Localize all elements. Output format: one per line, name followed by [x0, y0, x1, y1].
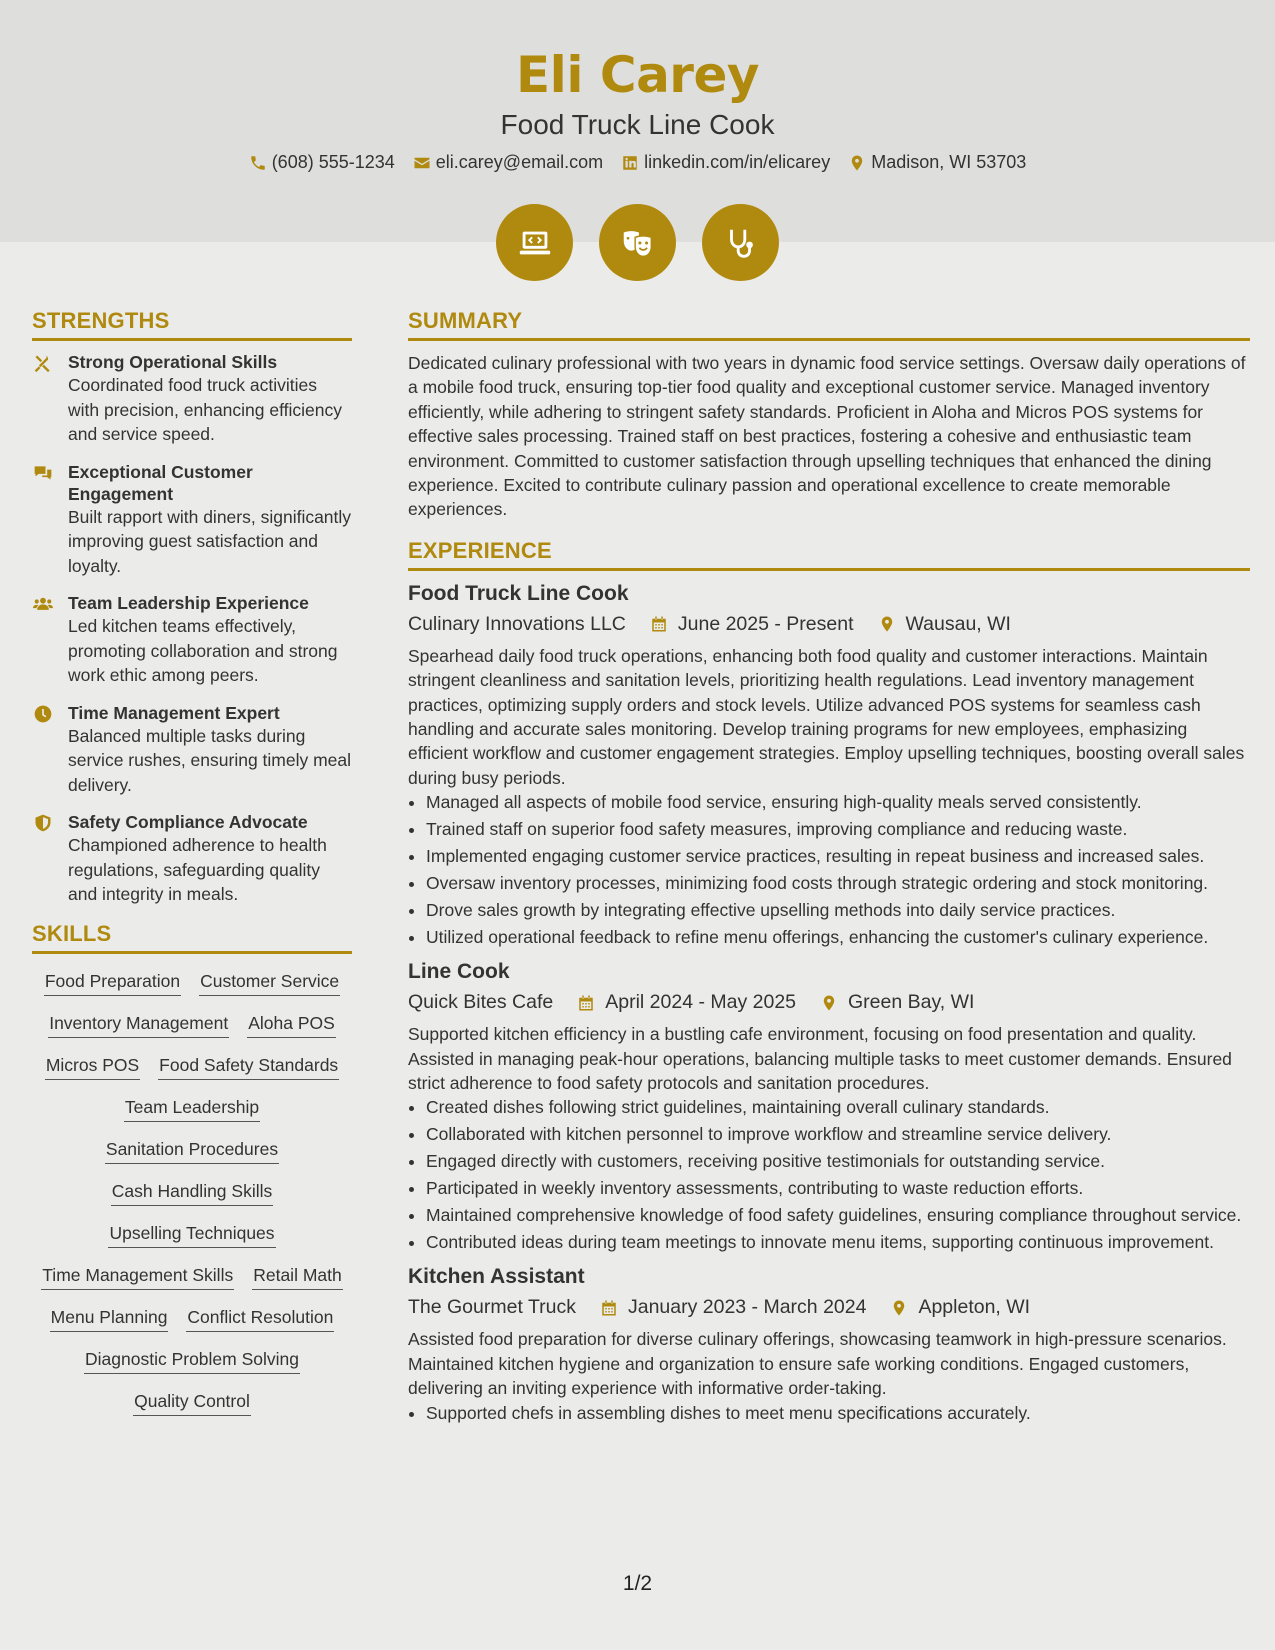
- job-location: Appleton, WI: [918, 1296, 1031, 1319]
- list-item: • Implemented engaging customer service practices, resulting in repeat business and increased sales.: [426, 844, 1250, 868]
- strength-title: Strong Operational Skills: [68, 352, 278, 372]
- location-text: Madison, WI 53703: [871, 152, 1027, 172]
- list-item: • Maintained comprehensive knowledge of food safety guidelines, ensuring compliance throughout service.: [426, 1203, 1250, 1227]
- contact-email[interactable]: [413, 152, 603, 173]
- strengths-heading: STRENGTHS: [32, 308, 352, 341]
- contact-bar: [0, 152, 1275, 173]
- skill-tag: Diagnostic Problem Solving: [84, 1348, 300, 1374]
- job-meta: [408, 613, 1250, 636]
- strength-title: Time Management Expert: [68, 702, 280, 723]
- skill-tag: Aloha POS: [247, 1012, 336, 1038]
- laptop-code-badge: [496, 204, 573, 281]
- job-title: Kitchen Assistant: [408, 1265, 585, 1289]
- job-title: Line Cook: [408, 960, 510, 984]
- calendar-icon: [600, 1298, 618, 1318]
- tools-icon: [32, 353, 54, 373]
- skill-tag: Time Management Skills: [41, 1264, 234, 1290]
- phone-text: (608) 555-1234: [271, 152, 395, 172]
- candidate-role: Food Truck Line Cook: [500, 109, 775, 140]
- job-bullets: [408, 1401, 1250, 1425]
- clock-icon: [32, 704, 54, 724]
- list-item: • Contributed ideas during team meetings to innovate menu items, supporting continuous improvement.: [426, 1230, 1250, 1254]
- laptop-code-icon: [516, 224, 554, 262]
- skill-tag: Team Leadership: [124, 1096, 260, 1122]
- strength-title: Safety Compliance Advocate: [68, 812, 308, 832]
- skill-tag: Cash Handling Skills: [111, 1180, 274, 1206]
- skills-list: [32, 964, 352, 1432]
- job-dates: April 2024 - May 2025: [605, 991, 797, 1014]
- list-item: • Drove sales growth by integrating effective upselling methods into daily service practices.: [426, 898, 1250, 922]
- skill-tag: Micros POS: [45, 1054, 140, 1080]
- skill-tag: Retail Math: [252, 1264, 343, 1290]
- list-item: • Participated in weekly inventory assessments, contributing to waste reduction efforts.: [426, 1176, 1250, 1200]
- job-title: Food Truck Line Cook: [408, 581, 629, 605]
- phone-icon: [249, 154, 267, 172]
- list-item: • Collaborated with kitchen personnel to improve workflow and streamline service delivery.: [426, 1122, 1250, 1146]
- skill-tag: Food Preparation: [44, 970, 181, 996]
- map-marker-icon: [820, 993, 838, 1013]
- strength-desc: Built rapport with diners, significantly improving guest satisfaction and loyalty.: [68, 506, 352, 576]
- skill-tag: Upselling Techniques: [108, 1222, 275, 1248]
- job-dates: January 2023 - March 2024: [627, 1296, 867, 1319]
- job-description: Assisted food preparation for diverse culinary offerings, showcasing teamwork in high-pressure scenarios. Maintained kitchen hygiene and organization to ensure safe working conditions. Engaged customers, delivering an inviting experience with informative order-taking.: [408, 1329, 1227, 1399]
- skill-tag: Inventory Management: [48, 1012, 229, 1038]
- strength-desc: Championed adherence to health regulations, safeguarding quality and integrity in meals.: [68, 835, 327, 904]
- summary-heading: SUMMARY: [408, 308, 1250, 341]
- strength-desc: Balanced multiple tasks during service rushes, ensuring timely meal delivery.: [68, 725, 352, 795]
- job-company: Culinary Innovations LLC: [408, 612, 626, 635]
- list-item: • Managed all aspects of mobile food service, ensuring high-quality meals served consistently.: [426, 790, 1250, 814]
- interest-badges: [0, 204, 1275, 281]
- skill-tag: Conflict Resolution: [186, 1306, 334, 1332]
- strength-item: [32, 461, 352, 579]
- job-description: Spearhead daily food truck operations, enhancing both food quality and customer interactions. Maintain stringent cleanliness and sanitation levels, prioritizing health regulations. Lead inventory management practices, optimizing supply orders and stock levels. Utilize advanced POS systems for seamless cash handling and accurate sales monitoring. Develop training programs for new employees, emphasizing efficient workflow and customer engagement strategies. Employ upselling techniques, boosting overall sales during busy periods.: [408, 645, 1245, 788]
- skills-heading: SKILLS: [32, 921, 352, 954]
- list-item: • Trained staff on superior food safety measures, improving compliance and reducing waste.: [426, 817, 1250, 841]
- theater-masks-icon: [619, 224, 657, 262]
- strength-item: [32, 351, 352, 447]
- job-dates: June 2025 - Present: [677, 612, 854, 635]
- job-description: Supported kitchen efficiency in a bustling cafe environment, focusing on food presentation and quality. Assisted in managing peak-hour operations, balancing multiple tasks to meet customer demands. Ensured strict adherence to food safety protocols and sanitation procedures.: [408, 1024, 1232, 1094]
- job-company: Quick Bites Cafe: [408, 991, 554, 1014]
- job-entry: [408, 581, 1250, 949]
- left-column: [32, 308, 352, 1432]
- candidate-name: Eli Carey: [516, 46, 759, 104]
- stethoscope-badge: [702, 204, 779, 281]
- job-meta: [408, 1296, 1250, 1319]
- theater-masks-badge: [599, 204, 676, 281]
- calendar-icon: [650, 614, 668, 634]
- strength-desc: Coordinated food truck activities with precision, enhancing efficiency and service speed.: [68, 375, 343, 444]
- stethoscope-icon: [722, 224, 760, 262]
- job-bullets: [408, 1095, 1250, 1254]
- linkedin-text: linkedin.com/in/elicarey: [644, 152, 831, 172]
- summary-text: Dedicated culinary professional with two years in dynamic food service settings. Oversaw daily operations of a mobile food truck, ensuring top-tier food quality and exceptional customer service. Managed inventory efficiently, while adhering to stringent safety standards. Proficient in Aloha and Micros POS systems for effective sales processing. Trained staff on best practices, fostering a cohesive and enthusiastic team environment. Committed to customer satisfaction through upselling techniques that enhanced the dining experience. Excited to contribute culinary passion and operational excellence to create memorable experiences.: [408, 353, 1246, 520]
- list-item: • Engaged directly with customers, receiving positive testimonials for outstanding service.: [426, 1149, 1250, 1173]
- strength-title: Team Leadership Experience: [68, 593, 309, 613]
- right-column: [408, 308, 1250, 1435]
- strength-title: Exceptional Customer Engagement: [68, 461, 253, 504]
- calendar-icon: [577, 993, 595, 1013]
- skill-tag: Quality Control: [133, 1390, 251, 1416]
- strength-item: [32, 811, 352, 907]
- contact-location: [848, 152, 1026, 173]
- list-item: • Utilized operational feedback to refine menu offerings, enhancing the customer's culinary experience.: [426, 925, 1250, 949]
- job-bullets: [408, 790, 1250, 949]
- envelope-icon: [413, 154, 431, 172]
- skill-tag: Sanitation Procedures: [105, 1138, 279, 1164]
- users-icon: [32, 594, 54, 614]
- list-item: • Created dishes following strict guidelines, maintaining overall culinary standards.: [426, 1095, 1250, 1119]
- skill-tag: Food Safety Standards: [158, 1054, 339, 1080]
- strength-item: [32, 592, 352, 688]
- job-location: Wausau, WI: [905, 612, 1011, 635]
- strength-desc: Led kitchen teams effectively, promoting collaboration and strong work ethic among peers.: [68, 616, 338, 685]
- list-item: • Oversaw inventory processes, minimizing food costs through strategic ordering and stock monitoring.: [426, 871, 1250, 895]
- page-number: 1/2: [622, 1572, 653, 1595]
- contact-linkedin[interactable]: [621, 152, 830, 173]
- job-company: The Gourmet Truck: [408, 1296, 576, 1319]
- strength-item: [32, 702, 352, 798]
- list-item: • Supported chefs in assembling dishes to meet menu specifications accurately.: [426, 1401, 1250, 1425]
- job-location: Green Bay, WI: [848, 991, 975, 1014]
- shield-icon: [32, 813, 54, 833]
- map-marker-icon: [890, 1298, 908, 1318]
- job-entry: [408, 1264, 1250, 1425]
- linkedin-icon: [621, 154, 639, 172]
- contact-phone[interactable]: [249, 152, 395, 173]
- job-meta: [408, 991, 1250, 1014]
- job-entry: [408, 959, 1250, 1254]
- skill-tag: Customer Service: [199, 970, 340, 996]
- email-text: eli.carey@email.com: [435, 152, 604, 172]
- comments-icon: [32, 463, 54, 483]
- skill-tag: Menu Planning: [50, 1306, 169, 1332]
- map-marker-icon: [878, 614, 896, 634]
- map-marker-icon: [848, 154, 866, 172]
- experience-heading: EXPERIENCE: [408, 538, 1250, 571]
